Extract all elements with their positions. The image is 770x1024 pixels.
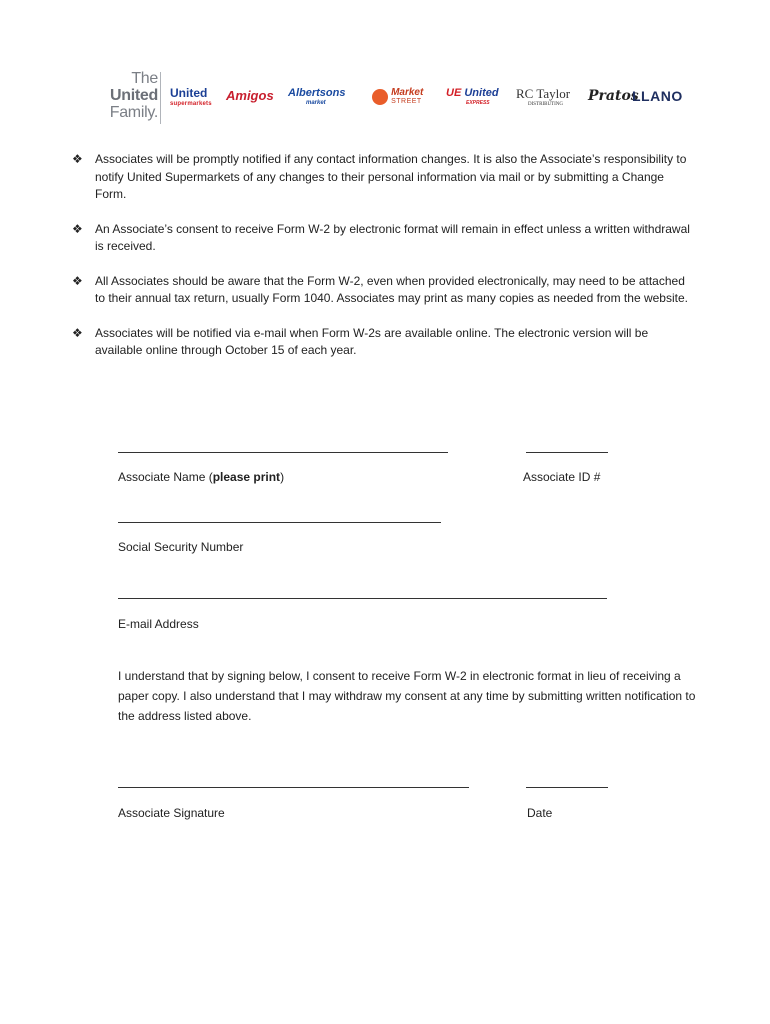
albertsons-market-logo: Albertsons market <box>288 87 346 106</box>
list-item: ❖ All Associates should be aware that the Form W-2, even when provided electronically, may need to be attached to their annual tax return, usually Form 1040. Associates may print as many copies as needed from the website. <box>72 273 688 305</box>
list-item: ❖ Associates will be promptly notified if any contact information changes. It is also the Associate’s responsibility to notify United Supermarkets of any changes to their personal information via mail or by submitting a Change Form. <box>72 152 687 201</box>
associate-id-label: Associate ID # <box>523 470 601 484</box>
date-label: Date <box>527 806 553 820</box>
date-line[interactable] <box>526 787 608 788</box>
email-label: E-mail Address <box>118 617 199 631</box>
amigos-logo: Amigos <box>226 88 274 103</box>
united-supermarkets-logo: United supermarkets <box>170 86 212 107</box>
list-item: ❖ An Associate’s consent to receive Form W-2 by electronic format will remain in effect unless a written withdrawal is received. <box>72 221 690 253</box>
signature-label: Associate Signature <box>118 806 225 820</box>
ssn-label: Social Security Number <box>118 540 244 554</box>
diamond-bullet-icon: ❖ <box>72 221 83 236</box>
associate-name-line[interactable] <box>118 452 448 453</box>
logo-divider <box>160 72 161 124</box>
signature-line[interactable] <box>118 787 469 788</box>
market-street-logo: Market STREET <box>372 88 423 106</box>
united-family-logo: The United Family. <box>109 70 158 121</box>
associate-id-line[interactable] <box>526 452 608 453</box>
llano-logo: LLANO <box>632 88 683 104</box>
list-item: ❖ Associates will be notified via e-mail when Form W-2s are available online. The electronic version will be available online through October 15 of each year. <box>72 325 649 357</box>
diamond-bullet-icon: ❖ <box>72 273 83 288</box>
united-express-logo: UE United EXPRESS <box>446 87 499 106</box>
ssn-line[interactable] <box>118 522 441 523</box>
diamond-bullet-icon: ❖ <box>72 325 83 340</box>
consent-paragraph: I understand that by signing below, I consent to receive Form W-2 in electronic format in lieu of receiving a paper copy. I also understand that I may withdraw my consent at any time by submitting written notification to the address listed above. <box>118 669 696 723</box>
associate-name-label: Associate Name (please print) <box>118 470 285 484</box>
rc-taylor-logo: RC Taylor DISTRIBUTING <box>516 86 571 107</box>
email-line[interactable] <box>118 598 607 599</box>
diamond-bullet-icon: ❖ <box>72 152 83 166</box>
market-street-emblem-icon <box>372 89 388 105</box>
pratos-logo: Pratos <box>588 88 639 104</box>
logo-bar <box>86 68 686 128</box>
policy-bullet-list <box>72 151 692 377</box>
